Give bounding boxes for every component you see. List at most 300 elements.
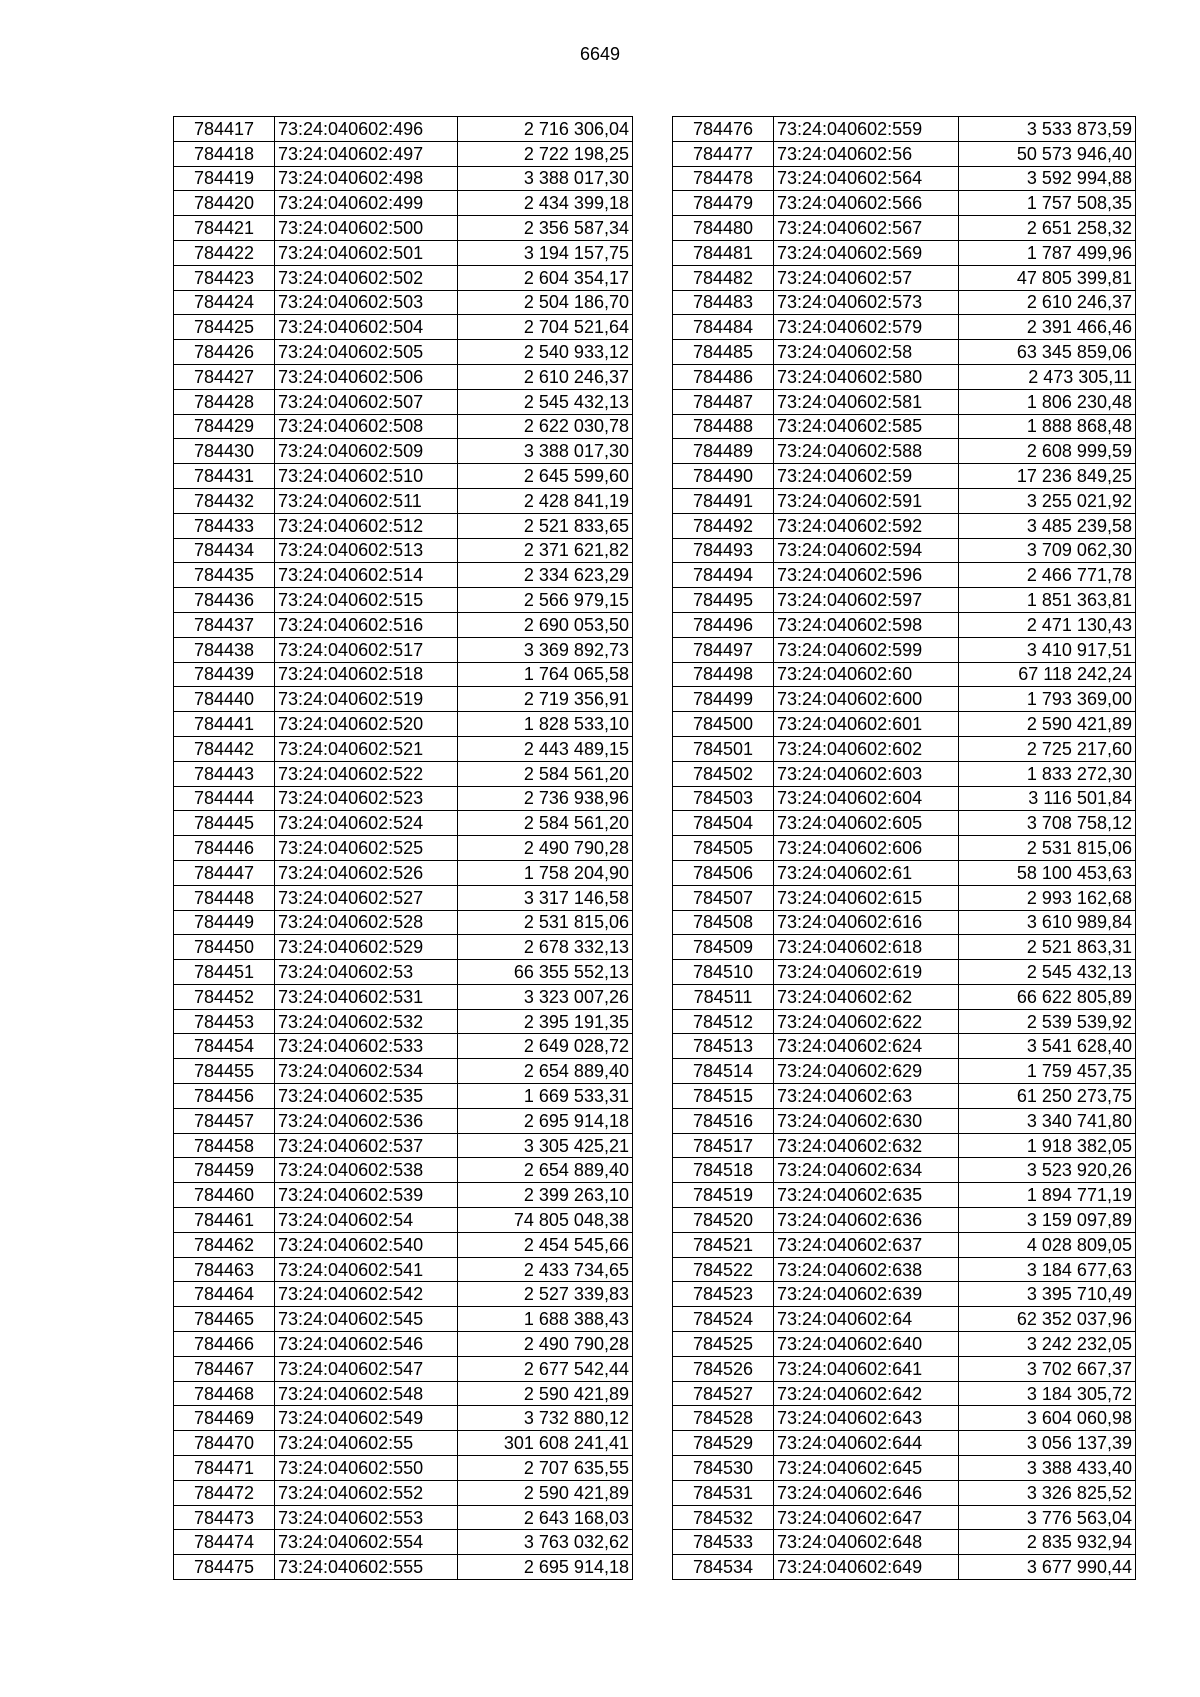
cadastral-number-cell: 73:24:040602:539 (275, 1183, 458, 1208)
table-row (174, 1307, 633, 1332)
cadastral-number-cell: 73:24:040602:567 (774, 216, 959, 241)
cadastral-number-cell: 73:24:040602:536 (275, 1108, 458, 1133)
cadastral-number-cell: 73:24:040602:521 (275, 736, 458, 761)
value-cell: 2 539 539,92 (959, 1009, 1136, 1034)
value-cell: 2 527 339,83 (458, 1282, 633, 1307)
row-number-cell: 784471 (174, 1456, 275, 1481)
row-number-cell: 784469 (174, 1406, 275, 1431)
value-cell: 3 116 501,84 (959, 786, 1136, 811)
cadastral-number-cell: 73:24:040602:64 (774, 1307, 959, 1332)
value-cell: 1 894 771,19 (959, 1183, 1136, 1208)
value-cell: 3 369 892,73 (458, 637, 633, 662)
cadastral-number-cell: 73:24:040602:542 (275, 1282, 458, 1307)
cadastral-number-cell: 73:24:040602:499 (275, 191, 458, 216)
table-row (673, 612, 1136, 637)
cadastral-number-cell: 73:24:040602:564 (774, 166, 959, 191)
value-cell: 2 584 561,20 (458, 761, 633, 786)
value-cell: 2 678 332,13 (458, 935, 633, 960)
cadastral-number-cell: 73:24:040602:602 (774, 736, 959, 761)
table-row (174, 1456, 633, 1481)
cadastral-number-cell: 73:24:040602:552 (275, 1480, 458, 1505)
row-number-cell: 784527 (673, 1381, 774, 1406)
value-cell: 3 410 917,51 (959, 637, 1136, 662)
value-cell: 2 590 421,89 (959, 712, 1136, 737)
table-row (174, 1406, 633, 1431)
row-number-cell: 784514 (673, 1059, 774, 1084)
table-row (673, 1158, 1136, 1183)
cadastral-number-cell: 73:24:040602:639 (774, 1282, 959, 1307)
value-cell: 47 805 399,81 (959, 265, 1136, 290)
value-cell: 3 523 920,26 (959, 1158, 1136, 1183)
value-cell: 1 851 363,81 (959, 588, 1136, 613)
table-row (673, 736, 1136, 761)
value-cell: 2 649 028,72 (458, 1034, 633, 1059)
cadastral-number-cell: 73:24:040602:585 (774, 414, 959, 439)
row-number-cell: 784479 (673, 191, 774, 216)
value-cell: 1 806 230,48 (959, 389, 1136, 414)
table-row (174, 117, 633, 142)
table-row (174, 1133, 633, 1158)
row-number-cell: 784445 (174, 811, 275, 836)
cadastral-number-cell: 73:24:040602:594 (774, 538, 959, 563)
value-cell: 3 326 825,52 (959, 1480, 1136, 1505)
row-number-cell: 784494 (673, 563, 774, 588)
table-row (174, 1332, 633, 1357)
row-number-cell: 784480 (673, 216, 774, 241)
table-row (673, 712, 1136, 737)
value-cell: 3 242 232,05 (959, 1332, 1136, 1357)
table-row (174, 364, 633, 389)
cadastral-number-cell: 73:24:040602:649 (774, 1555, 959, 1580)
value-cell: 2 490 790,28 (458, 1332, 633, 1357)
row-number-cell: 784448 (174, 885, 275, 910)
cadastral-number-cell: 73:24:040602:606 (774, 836, 959, 861)
cadastral-number-cell: 73:24:040602:514 (275, 563, 458, 588)
value-cell: 1 764 065,58 (458, 662, 633, 687)
table-row (174, 786, 633, 811)
row-number-cell: 784418 (174, 141, 275, 166)
row-number-cell: 784456 (174, 1084, 275, 1109)
value-cell: 3 604 060,98 (959, 1406, 1136, 1431)
row-number-cell: 784525 (673, 1332, 774, 1357)
cadastral-number-cell: 73:24:040602:581 (774, 389, 959, 414)
value-cell: 3 485 239,58 (959, 513, 1136, 538)
row-number-cell: 784438 (174, 637, 275, 662)
value-cell: 2 654 889,40 (458, 1158, 633, 1183)
cadastral-number-cell: 73:24:040602:615 (774, 885, 959, 910)
table-row (174, 464, 633, 489)
table-row (673, 588, 1136, 613)
table-row (174, 860, 633, 885)
table-row (673, 1332, 1136, 1357)
value-cell: 3 323 007,26 (458, 984, 633, 1009)
cadastral-number-cell: 73:24:040602:566 (774, 191, 959, 216)
value-cell: 3 388 433,40 (959, 1456, 1136, 1481)
table-row (174, 563, 633, 588)
row-number-cell: 784518 (673, 1158, 774, 1183)
value-cell: 2 654 889,40 (458, 1059, 633, 1084)
value-cell: 3 610 989,84 (959, 910, 1136, 935)
table-row (673, 860, 1136, 885)
row-number-cell: 784520 (673, 1208, 774, 1233)
cadastral-number-cell: 73:24:040602:643 (774, 1406, 959, 1431)
row-number-cell: 784459 (174, 1158, 275, 1183)
row-number-cell: 784521 (673, 1232, 774, 1257)
table-row (673, 1034, 1136, 1059)
table-row (174, 414, 633, 439)
value-cell: 2 531 815,06 (458, 910, 633, 935)
table-row (673, 1480, 1136, 1505)
value-cell: 2 695 914,18 (458, 1555, 633, 1580)
table-row (174, 935, 633, 960)
row-number-cell: 784508 (673, 910, 774, 935)
cadastral-number-cell: 73:24:040602:496 (275, 117, 458, 142)
row-number-cell: 784443 (174, 761, 275, 786)
cadastral-number-cell: 73:24:040602:596 (774, 563, 959, 588)
row-number-cell: 784482 (673, 265, 774, 290)
cadastral-number-cell: 73:24:040602:506 (275, 364, 458, 389)
table-row (673, 1084, 1136, 1109)
cadastral-number-cell: 73:24:040602:619 (774, 960, 959, 985)
cadastral-number-cell: 73:24:040602:597 (774, 588, 959, 613)
value-cell: 17 236 849,25 (959, 464, 1136, 489)
cadastral-number-cell: 73:24:040602:519 (275, 687, 458, 712)
table-row (174, 736, 633, 761)
cadastral-number-cell: 73:24:040602:54 (275, 1208, 458, 1233)
value-cell: 2 391 466,46 (959, 315, 1136, 340)
table-row (673, 538, 1136, 563)
table-row (174, 166, 633, 191)
row-number-cell: 784499 (673, 687, 774, 712)
value-cell: 62 352 037,96 (959, 1307, 1136, 1332)
cadastral-number-cell: 73:24:040602:58 (774, 340, 959, 365)
value-cell: 2 590 421,89 (458, 1381, 633, 1406)
table-row (673, 1108, 1136, 1133)
cadastral-number-cell: 73:24:040602:523 (275, 786, 458, 811)
cadastral-number-cell: 73:24:040602:497 (275, 141, 458, 166)
row-number-cell: 784424 (174, 290, 275, 315)
row-number-cell: 784446 (174, 836, 275, 861)
row-number-cell: 784435 (174, 563, 275, 588)
value-cell: 2 531 815,06 (959, 836, 1136, 861)
row-number-cell: 784419 (174, 166, 275, 191)
table-row (174, 488, 633, 513)
value-cell: 66 355 552,13 (458, 960, 633, 985)
row-number-cell: 784500 (673, 712, 774, 737)
table-row (174, 910, 633, 935)
row-number-cell: 784472 (174, 1480, 275, 1505)
row-number-cell: 784457 (174, 1108, 275, 1133)
table-row (174, 1530, 633, 1555)
cadastral-number-cell: 73:24:040602:63 (774, 1084, 959, 1109)
row-number-cell: 784464 (174, 1282, 275, 1307)
cadastral-number-cell: 73:24:040602:525 (275, 836, 458, 861)
value-cell: 67 118 242,24 (959, 662, 1136, 687)
table-row (174, 1208, 633, 1233)
value-cell: 3 388 017,30 (458, 439, 633, 464)
row-number-cell: 784516 (673, 1108, 774, 1133)
table-row (174, 439, 633, 464)
cadastral-number-cell: 73:24:040602:636 (774, 1208, 959, 1233)
cadastral-number-cell: 73:24:040602:629 (774, 1059, 959, 1084)
cadastral-number-cell: 73:24:040602:61 (774, 860, 959, 885)
row-number-cell: 784453 (174, 1009, 275, 1034)
right-table (672, 116, 1136, 1580)
cadastral-number-cell: 73:24:040602:548 (275, 1381, 458, 1406)
value-cell: 3 184 677,63 (959, 1257, 1136, 1282)
table-row (673, 1456, 1136, 1481)
cadastral-number-cell: 73:24:040602:534 (275, 1059, 458, 1084)
cadastral-number-cell: 73:24:040602:553 (275, 1505, 458, 1530)
cadastral-number-cell: 73:24:040602:618 (774, 935, 959, 960)
row-number-cell: 784460 (174, 1183, 275, 1208)
table-row (673, 1307, 1136, 1332)
cadastral-number-cell: 73:24:040602:637 (774, 1232, 959, 1257)
table-row (673, 885, 1136, 910)
table-row (174, 984, 633, 1009)
cadastral-number-cell: 73:24:040602:515 (275, 588, 458, 613)
value-cell: 2 433 734,65 (458, 1257, 633, 1282)
row-number-cell: 784513 (673, 1034, 774, 1059)
table-row (174, 662, 633, 687)
value-cell: 66 622 805,89 (959, 984, 1136, 1009)
value-cell: 2 584 561,20 (458, 811, 633, 836)
value-cell: 2 643 168,03 (458, 1505, 633, 1530)
table-row (174, 885, 633, 910)
value-cell: 2 504 186,70 (458, 290, 633, 315)
cadastral-number-cell: 73:24:040602:528 (275, 910, 458, 935)
table-row (673, 1530, 1136, 1555)
table-row (174, 389, 633, 414)
value-cell: 3 395 710,49 (959, 1282, 1136, 1307)
table-row (673, 191, 1136, 216)
row-number-cell: 784486 (673, 364, 774, 389)
value-cell: 1 669 533,31 (458, 1084, 633, 1109)
cadastral-number-cell: 73:24:040602:500 (275, 216, 458, 241)
table-row (673, 1356, 1136, 1381)
value-cell: 3 340 741,80 (959, 1108, 1136, 1133)
cadastral-number-cell: 73:24:040602:546 (275, 1332, 458, 1357)
cadastral-number-cell: 73:24:040602:647 (774, 1505, 959, 1530)
cadastral-number-cell: 73:24:040602:598 (774, 612, 959, 637)
value-cell: 2 434 399,18 (458, 191, 633, 216)
value-cell: 74 805 048,38 (458, 1208, 633, 1233)
cadastral-number-cell: 73:24:040602:513 (275, 538, 458, 563)
value-cell: 2 566 979,15 (458, 588, 633, 613)
cadastral-number-cell: 73:24:040602:531 (275, 984, 458, 1009)
row-number-cell: 784503 (673, 786, 774, 811)
row-number-cell: 784497 (673, 637, 774, 662)
value-cell: 3 592 994,88 (959, 166, 1136, 191)
row-number-cell: 784468 (174, 1381, 275, 1406)
cadastral-number-cell: 73:24:040602:635 (774, 1183, 959, 1208)
row-number-cell: 784533 (673, 1530, 774, 1555)
table-row (673, 1133, 1136, 1158)
row-number-cell: 784449 (174, 910, 275, 935)
table-row (673, 1257, 1136, 1282)
cadastral-number-cell: 73:24:040602:529 (275, 935, 458, 960)
table-row (174, 290, 633, 315)
page-number: 6649 (579, 44, 621, 64)
row-number-cell: 784470 (174, 1431, 275, 1456)
table-row (174, 315, 633, 340)
value-cell: 2 604 354,17 (458, 265, 633, 290)
table-row (673, 389, 1136, 414)
value-cell: 2 610 246,37 (959, 290, 1136, 315)
table-row (673, 1406, 1136, 1431)
row-number-cell: 784444 (174, 786, 275, 811)
value-cell: 3 763 032,62 (458, 1530, 633, 1555)
table-row (174, 836, 633, 861)
row-number-cell: 784515 (673, 1084, 774, 1109)
table-row (174, 1232, 633, 1257)
row-number-cell: 784502 (673, 761, 774, 786)
value-cell: 2 719 356,91 (458, 687, 633, 712)
table-row (673, 488, 1136, 513)
value-cell: 2 540 933,12 (458, 340, 633, 365)
cadastral-number-cell: 73:24:040602:624 (774, 1034, 959, 1059)
row-number-cell: 784436 (174, 588, 275, 613)
table-row (174, 1257, 633, 1282)
cadastral-number-cell: 73:24:040602:532 (275, 1009, 458, 1034)
table-row (673, 836, 1136, 861)
row-number-cell: 784532 (673, 1505, 774, 1530)
value-cell: 2 399 263,10 (458, 1183, 633, 1208)
value-cell: 4 028 809,05 (959, 1232, 1136, 1257)
cadastral-number-cell: 73:24:040602:550 (275, 1456, 458, 1481)
table-row (673, 166, 1136, 191)
row-number-cell: 784454 (174, 1034, 275, 1059)
row-number-cell: 784417 (174, 117, 275, 142)
row-number-cell: 784529 (673, 1431, 774, 1456)
value-cell: 2 443 489,15 (458, 736, 633, 761)
row-number-cell: 784439 (174, 662, 275, 687)
cadastral-number-cell: 73:24:040602:599 (774, 637, 959, 662)
table-row (673, 414, 1136, 439)
value-cell: 2 622 030,78 (458, 414, 633, 439)
table-row (673, 811, 1136, 836)
table-row (673, 1183, 1136, 1208)
cadastral-number-cell: 73:24:040602:569 (774, 240, 959, 265)
row-number-cell: 784451 (174, 960, 275, 985)
cadastral-number-cell: 73:24:040602:517 (275, 637, 458, 662)
cadastral-number-cell: 73:24:040602:642 (774, 1381, 959, 1406)
table-row (174, 1009, 633, 1034)
cadastral-number-cell: 73:24:040602:634 (774, 1158, 959, 1183)
cadastral-number-cell: 73:24:040602:541 (275, 1257, 458, 1282)
table-row (673, 786, 1136, 811)
value-cell: 2 736 938,96 (458, 786, 633, 811)
table-row (174, 612, 633, 637)
cadastral-number-cell: 73:24:040602:601 (774, 712, 959, 737)
value-cell: 301 608 241,41 (458, 1431, 633, 1456)
value-cell: 1 759 457,35 (959, 1059, 1136, 1084)
table-row (673, 265, 1136, 290)
row-number-cell: 784426 (174, 340, 275, 365)
value-cell: 2 590 421,89 (458, 1480, 633, 1505)
value-cell: 2 371 621,82 (458, 538, 633, 563)
row-number-cell: 784463 (174, 1257, 275, 1282)
row-number-cell: 784428 (174, 389, 275, 414)
cadastral-number-cell: 73:24:040602:549 (275, 1406, 458, 1431)
table-row (673, 439, 1136, 464)
cadastral-number-cell: 73:24:040602:638 (774, 1257, 959, 1282)
row-number-cell: 784441 (174, 712, 275, 737)
table-row (174, 637, 633, 662)
cadastral-number-cell: 73:24:040602:508 (275, 414, 458, 439)
table-row (174, 1505, 633, 1530)
table-row (673, 464, 1136, 489)
value-cell: 1 833 272,30 (959, 761, 1136, 786)
cadastral-number-cell: 73:24:040602:57 (774, 265, 959, 290)
table-row (673, 1431, 1136, 1456)
table-row (174, 761, 633, 786)
value-cell: 2 473 305,11 (959, 364, 1136, 389)
value-cell: 2 690 053,50 (458, 612, 633, 637)
row-number-cell: 784505 (673, 836, 774, 861)
cadastral-number-cell: 73:24:040602:522 (275, 761, 458, 786)
value-cell: 3 184 305,72 (959, 1381, 1136, 1406)
row-number-cell: 784430 (174, 439, 275, 464)
table-row (673, 117, 1136, 142)
value-cell: 2 651 258,32 (959, 216, 1136, 241)
table-row (174, 1108, 633, 1133)
row-number-cell: 784452 (174, 984, 275, 1009)
table-row (673, 563, 1136, 588)
table-row (174, 538, 633, 563)
value-cell: 2 428 841,19 (458, 488, 633, 513)
row-number-cell: 784528 (673, 1406, 774, 1431)
row-number-cell: 784485 (673, 340, 774, 365)
row-number-cell: 784431 (174, 464, 275, 489)
cadastral-number-cell: 73:24:040602:630 (774, 1108, 959, 1133)
cadastral-number-cell: 73:24:040602:554 (275, 1530, 458, 1555)
cadastral-number-cell: 73:24:040602:505 (275, 340, 458, 365)
row-number-cell: 784526 (673, 1356, 774, 1381)
row-number-cell: 784433 (174, 513, 275, 538)
table-row (673, 315, 1136, 340)
cadastral-number-cell: 73:24:040602:573 (774, 290, 959, 315)
table-row (174, 1183, 633, 1208)
value-cell: 50 573 946,40 (959, 141, 1136, 166)
value-cell: 1 787 499,96 (959, 240, 1136, 265)
cadastral-number-cell: 73:24:040602:60 (774, 662, 959, 687)
row-number-cell: 784483 (673, 290, 774, 315)
row-number-cell: 784512 (673, 1009, 774, 1034)
cadastral-number-cell: 73:24:040602:641 (774, 1356, 959, 1381)
cadastral-number-cell: 73:24:040602:533 (275, 1034, 458, 1059)
value-cell: 1 918 382,05 (959, 1133, 1136, 1158)
cadastral-number-cell: 73:24:040602:579 (774, 315, 959, 340)
value-cell: 58 100 453,63 (959, 860, 1136, 885)
row-number-cell: 784440 (174, 687, 275, 712)
table-row (673, 984, 1136, 1009)
row-number-cell: 784425 (174, 315, 275, 340)
value-cell: 63 345 859,06 (959, 340, 1136, 365)
row-number-cell: 784421 (174, 216, 275, 241)
row-number-cell: 784509 (673, 935, 774, 960)
table-row (174, 1356, 633, 1381)
cadastral-number-cell: 73:24:040602:62 (774, 984, 959, 1009)
value-cell: 1 828 533,10 (458, 712, 633, 737)
value-cell: 3 159 097,89 (959, 1208, 1136, 1233)
row-number-cell: 784475 (174, 1555, 275, 1580)
cadastral-number-cell: 73:24:040602:622 (774, 1009, 959, 1034)
table-row (673, 340, 1136, 365)
cadastral-number-cell: 73:24:040602:604 (774, 786, 959, 811)
row-number-cell: 784489 (673, 439, 774, 464)
table-row (673, 761, 1136, 786)
